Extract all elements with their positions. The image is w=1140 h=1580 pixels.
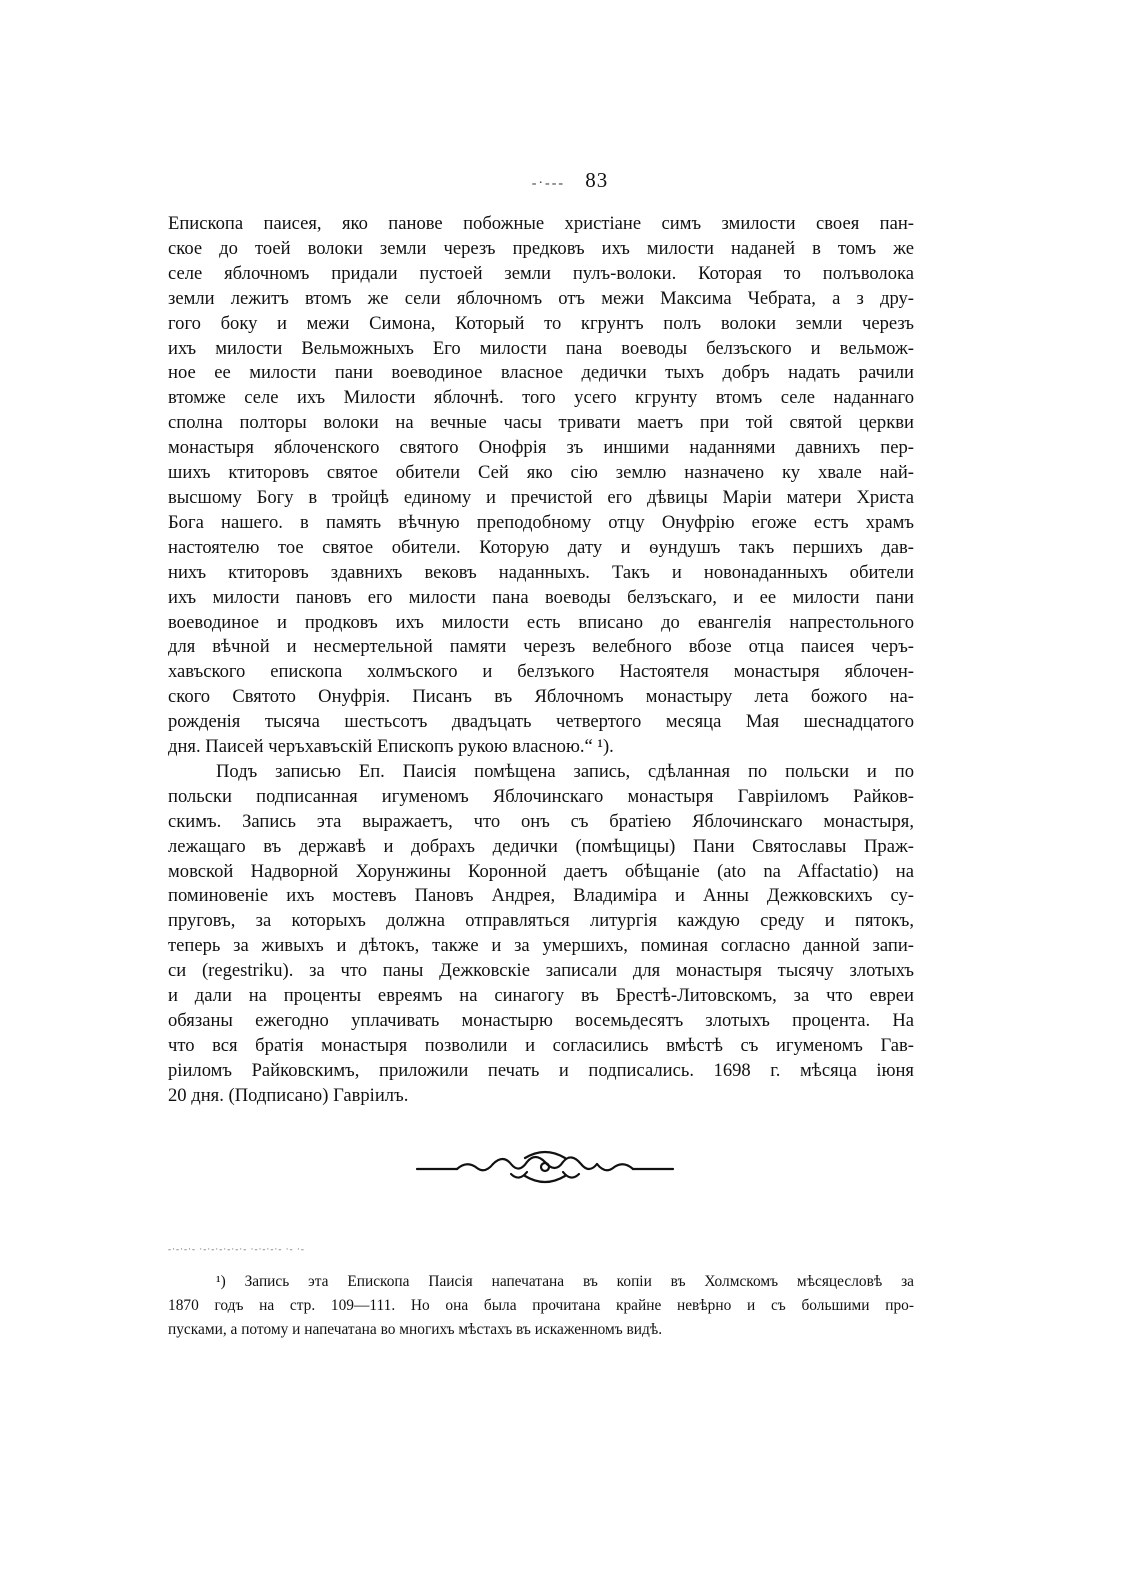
paragraph-line: си (regestriku). за что паны Дежковскіе записали для монастыря тысячу злотыхъ [168,960,914,982]
footnote-line: пусками, а потому и напечатана во многихъ мѣстахъ въ искаженномъ видѣ. [168,1321,663,1338]
page-header [0,168,1140,193]
text-line: ихъ милости Вельможныхъ Его милости пана воеводы белзъского и вельмож- [168,337,914,359]
paragraph-line: польски подписанная игуменомъ Яблочинскаго монастыря Гавріиломъ Райков- [168,785,914,807]
footnote-block [168,1270,914,1342]
text-line: Епископа паисея, яко панове побожные христіане симъ змилости своея пан- [168,213,914,234]
text-line: Бога нашего. в память вѣчную преподобному отцу Онуфрію егоже естъ храмъ [168,511,914,533]
paragraph-line: пруговъ, за которыхъ должна отправляться литургія каждую среду и пятокъ, [168,910,914,932]
ornament-divider-icon [415,1148,675,1188]
text-line: земли лежитъ втомъ же сели яблочномъ отъ межи Максима Чебрата, а з дру- [168,287,914,309]
page-number: 83 [585,168,609,192]
text-line: сполна полторы волоки на вечные часы тривати маетъ при той святой церкви [168,412,914,434]
paragraph-line: что вся братія монастыря позволили и согласились вмѣстѣ съ игуменомъ Гав- [168,1034,914,1056]
paragraph-line: теперь за живыхъ и дѣтокъ, также и за умершихъ, поминая согласно данной запи- [168,935,914,957]
footnote-line: ¹) Запись эта Епископа Паисія напечатана въ копіи въ Холмскомъ мѣсяцесловѣ за [216,1273,914,1290]
text-line: дня. Паисей черъхавъскій Епископъ рукою власною.“ ¹). [168,736,614,758]
text-line: ное ее милости пани воеводиное власное дедички тыхъ добръ надать рачили [168,362,914,384]
text-line: шихъ ктиторовъ святое обители Сей яко сію землю назначено ку хвале най- [168,462,914,484]
footnote-separator: -·-·-·- ·-·-·-·-·-·- ·-·-·-·- ·- ·- [168,1244,305,1254]
text-line: монастыря яблоченского святого Онофрія зъ иншими наданнями давнихъ пер- [168,437,914,459]
paragraph-line: ріиломъ Райковскимъ, приложили печать и подписались. 1698 г. мѣсяца іюня [168,1059,914,1081]
paragraph-line: скимъ. Запись эта выражаетъ, что онъ съ братіею Яблочинскаго монастыря, [168,810,914,832]
paragraph-line: 20 дня. (Подписано) Гавріилъ. [168,1084,409,1106]
text-line: ского Святото Онуфрія. Писанъ въ Яблочномъ монастыру лета божого на- [168,686,914,708]
text-line: настоятелю тое святое обители. Которую дату и ѳундушъ такъ першихъ дав- [168,536,914,558]
paragraph-line: Подъ записью Еп. Паисія помѣщена запись, сдѣланная по польски и по [216,760,914,782]
text-line: ихъ милости пановъ его милости пана воеводы белзъскаго, и ее милости пани [168,586,914,608]
paragraph-line: поминовеніе ихъ мостевъ Пановъ Андрея, Владиміра и Анны Дежковскихъ су- [168,885,914,907]
text-line: высшому Богу в тройцѣ единому и пречистой его дѣвицы Маріи матери Христа [168,486,914,508]
text-line: хавъского епископа холмъского и белзъкого Настоятеля монастыря яблочен- [168,661,914,683]
text-line: ское до тоей волоки земли черезъ предковъ ихъ милости наданей в томъ же [168,237,914,259]
paragraph-line: и дали на проценты евреямъ на синагогу въ Брестѣ-Литовскомъ, за что евреи [168,985,914,1007]
text-line: рожденія тысяча шестьсотъ двадъцать четвертого месяца Мая шеснадцатого [168,711,914,733]
text-line: селе яблочномъ придали пустоей земли пулъ-волоки. Которая то полъволока [168,262,914,284]
text-line: воеводиное и продковъ ихъ милости есть вписано до евангелія напрестольного [168,611,914,633]
paragraph-line: лежащаго въ державѣ и добрахъ дедички (помѣщицы) Пани Святославы Праж- [168,835,914,857]
main-text-block [168,212,914,1109]
text-line: втомже селе ихъ Милости яблочнѣ. того усего кгрунту втомъ селе наданнаго [168,387,914,409]
paragraph-line: обязаны ежегодно уплачивать монастырю восемьдесятъ злотыхъ процента. На [168,1010,914,1031]
paragraph-line: мовской Надворной Хорунжины Коронной даетъ обѣщаніе (ato na Affactatio) на [168,860,914,882]
text-line: нихъ ктиторовъ здавнихъ вековъ наданныхъ. Такъ и новонаданныхъ обители [168,561,914,583]
text-line: гого боку и межи Симона, Который то кгрунтъ полъ волоки земли черезъ [168,312,914,334]
header-dash: -·--- [531,176,566,191]
footnote-line: 1870 годъ на стр. 109—111. Но она была прочитана крайне невѣрно и съ большими про- [168,1297,914,1314]
text-line: для вѣчной и несмертельной памяти черезъ велебного вбозе отца паисея черъ- [168,636,914,658]
